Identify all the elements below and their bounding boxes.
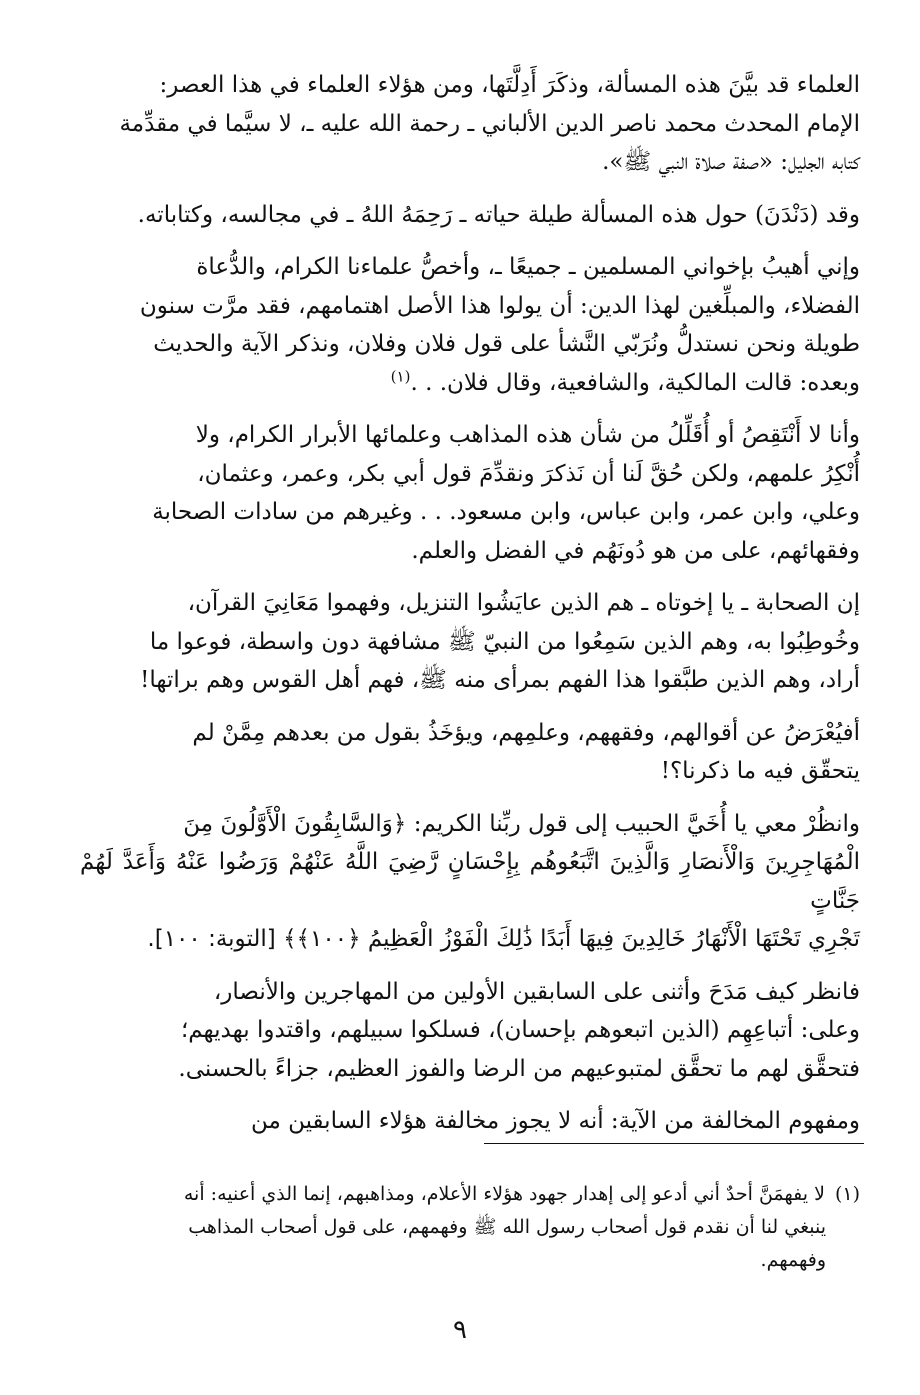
text-line: وعلى: أتباعِهِم (الذين اتبعوهم بإحسان)، فسلكوا سبيلهم، واقتدوا بهديهم؛ (180, 1017, 860, 1043)
paragraph (80, 1102, 860, 1141)
text-line: كتابه الجليل: «صفة صلاة النبي ﷺ». (602, 149, 860, 175)
text-line: ومفهوم المخالفة من الآية: أنه لا يجوز مخالفة هؤلاء السابقين من (250, 1108, 860, 1134)
footnote (80, 1178, 860, 1277)
text-line: وخُوطِبُوا به، وهم الذين سَمِعُوا من النبيّ ﷺ مشافهة دون واسطة، فوعوا ما (149, 628, 860, 655)
paragraph (80, 584, 860, 700)
footnote-ref: (١) (390, 366, 411, 385)
paragraph (80, 248, 860, 402)
page-number: ٩ (453, 1315, 467, 1345)
text-line: أراد، وهم الذين طبَّقوا هذا الفهم بمرأى منه ﷺ، فهم أهل القوس وهم براتها! (140, 667, 860, 693)
text-line (80, 364, 860, 403)
text-line: إن الصحابة ـ يا إخوتاه ـ هم الذين عايَشُوا التنزيل، وفهموا مَعَانِيَ القرآن، (187, 590, 860, 616)
text-line: الإمام المحدث محمد ناصر الدين الألباني ـ رحمة الله عليه ـ، لا سيَّما في مقدِّمة (119, 110, 860, 137)
footnote-number: (١) (834, 1183, 860, 1205)
footnote-line: ينبغي لنا أن نقدم قول أصحاب رسول الله ﷺ وفهمهم، على قول أصحاب المذاهب (188, 1216, 826, 1238)
text-line: الفضلاء، والمبلِّغين لهذا الدين: أن يولوا هذا الأصل اهتمامهم، فقد مرَّت سنون (139, 292, 860, 319)
paragraph (80, 66, 860, 182)
paragraph-quran-quote (80, 805, 860, 959)
footnote-text: لا يفهمَنَّ أحدٌ أني أدعو إلى إهدار جهود هؤلاء الأعلام، ومذاهبهم، إنما الذي أعنيه: أنه (183, 1183, 825, 1205)
paragraph (80, 714, 860, 791)
footnote-line: وفهمهم. (760, 1249, 826, 1271)
quran-verse-line: تَجْرِي تَحْتَهَا الْأَنْهَارُ خَالِدِينَ فِيهَا أَبَدًا ذَٰلِكَ الْفَوْزُ الْعَظِيمُ ﴿١٠٠﴾﴾ [التوبة: ١٠٠]. (147, 926, 860, 952)
quran-verse-line: الْمُهَاجِرِينَ وَالْأَنصَارِ وَالَّذِينَ اتَّبَعُوهُم بِإِحْسَانٍ رَّضِيَ اللَّهُ عَنْهُمْ وَرَضُوا عَنْهُ وَأَعَدَّ لَهُمْ جَنَّاتٍ (80, 849, 860, 914)
text-line: وقد (دَنْدَنَ) حول هذه المسألة طيلة حياته ـ رَحِمَهُ اللهُ ـ في مجالسه، وكتاباته. (137, 201, 860, 228)
text-line: أفيُعْرَضُ عن أقوالهم، وفقههم، وعلمِهم، ويؤخَذُ بقول من بعدهم مِمَّنْ لم (192, 719, 860, 746)
text-line: فانظر كيف مَدَحَ وأثنى على السابقين الأولين من المهاجرين والأنصار، (213, 978, 860, 1005)
paragraph (80, 973, 860, 1089)
text-line: وعلي، وابن عمر، وابن عباس، وابن مسعود. . . وغيرهم من سادات الصحابة (152, 499, 860, 525)
main-text (80, 66, 860, 1155)
text-line: وانظُرْ معي يا أُخَيَّ الحبيب إلى قول ربِّنا الكريم: ﴿وَالسَّابِقُونَ الْأَوَّلُونَ مِنَ (183, 810, 860, 837)
paragraph (80, 196, 860, 235)
paragraph (80, 416, 860, 570)
footnote-divider (484, 1143, 864, 1144)
text-line: طويلة ونحن نستدلُّ ونُرَبّي النَّشأ على قول فلان وفلان، ونذكر الآية والحديث (153, 331, 860, 357)
text-line: يتحقّق فيه ما ذكرنا؟! (660, 758, 860, 784)
text-line: فتحقَّق لهم ما تحقَّق لمتبوعيهم من الرضا والفوز العظيم، جزاءً بالحسنى. (178, 1055, 860, 1082)
text-line: وإني أهيبُ بإخواني المسلمين ـ جميعًا ـ، وأخصُّ علماءنا الكرام، والدُّعاة (196, 254, 860, 280)
text-line: العلماء قد بيَّنَ هذه المسألة، وذكَرَ أَدِلَّتَها، ومن هؤلاء العلماء في هذا العصر: (159, 72, 860, 98)
text-line: وفقهائهم، على من هو دُونَهُم في الفضل والعلم. (411, 537, 860, 564)
text-line: أُنْكِرُ علمهم، ولكن حُقَّ لَنا أن نَذكرَ ونقدِّمَ قول أبي بكر، وعمر، وعثمان، (197, 460, 860, 487)
text-line-content: وبعده: قالت المالكية، والشافعية، وقال فلان. . . (410, 369, 860, 396)
text-line: وأنا لا أَنْتَقِصُ أو أُقَلِّلُ من شأن هذه المذاهب وعلمائها الأبرار الكرام، ولا (195, 422, 860, 448)
footnote-line (80, 1178, 860, 1211)
